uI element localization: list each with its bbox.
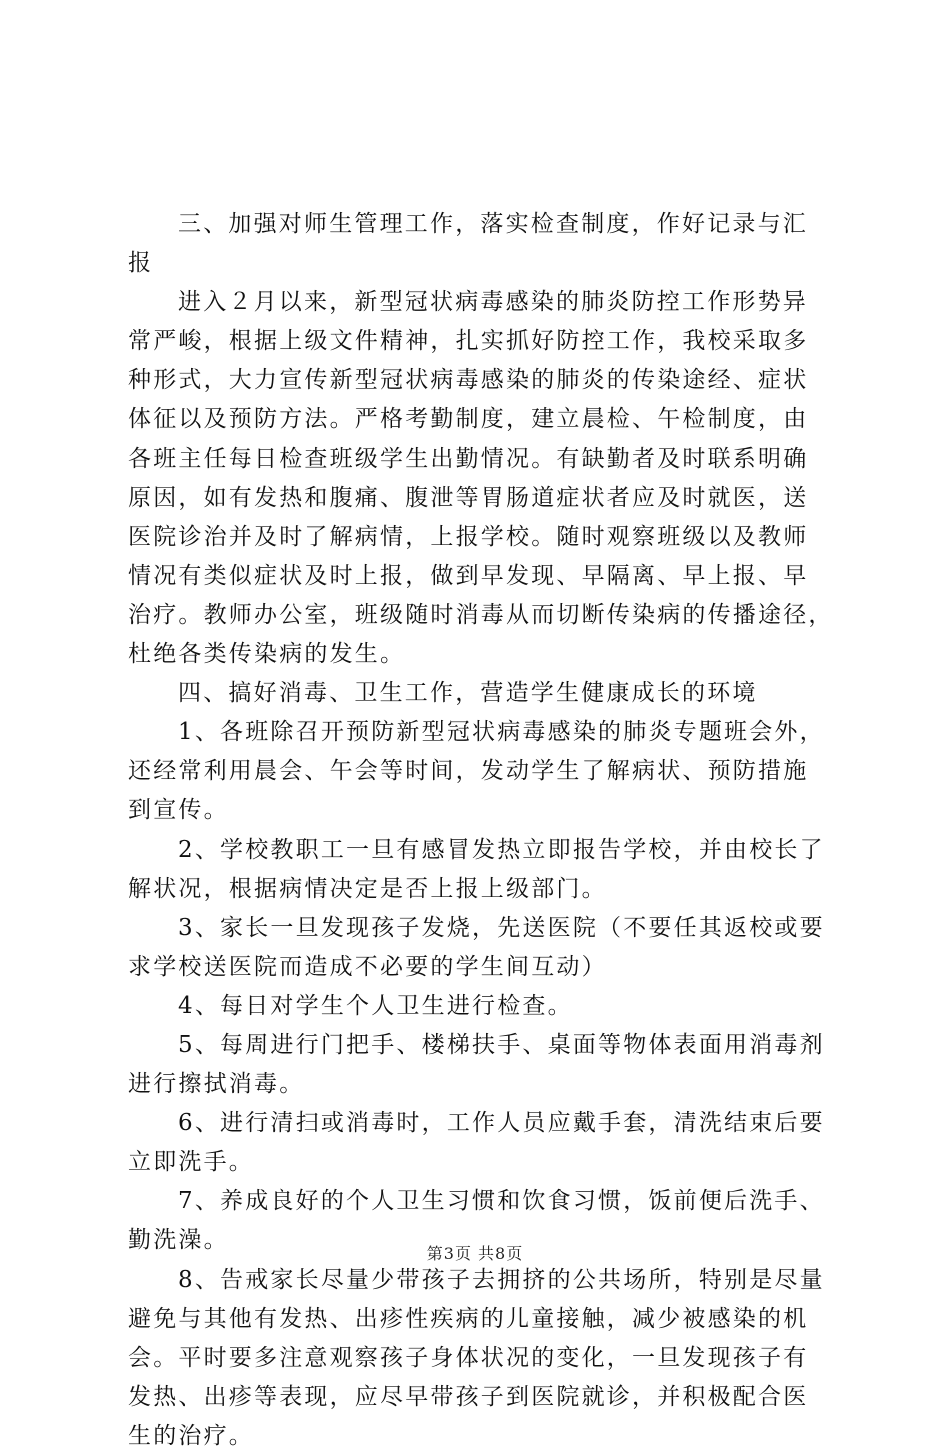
list-item-line: 5、每周进行门把手、楼梯扶手、桌面等物体表面用消毒剂 [178,1031,825,1058]
list-item-line: 8、告戒家长尽量少带孩子去拥挤的公共场所，特别是尽量 [178,1266,825,1293]
list-item-line: 生的治疗。 [128,1422,254,1449]
paragraph-line: 医院诊治并及时了解病情，上报学校。随时观察班级以及教师 [128,523,809,550]
document-body [128,205,834,1456]
list-item-line: 避免与其他有发热、出疹性疾病的儿童接触，减少被感染的机 [128,1305,809,1332]
list-item-line: 会。平时要多注意观察孩子身体状况的变化，一旦发现孩子有 [128,1344,809,1371]
list-item-line: 6、进行清扫或消毒时，工作人员应戴手套，清洗结束后要 [178,1110,825,1137]
list-item-line: 求学校送医院而造成不必要的学生间互动） [128,953,607,980]
list-item-line: 2、学校教职工一旦有感冒发热立即报告学校，并由校长了 [178,836,825,863]
list-item-line: 解状况，根据病情决定是否上报上级部门。 [128,875,607,902]
paragraph-line: 治疗。教师办公室，班级随时消毒从而切断传染病的传播途径， [128,601,834,628]
list-item-line: 还经常利用晨会、午会等时间，发动学生了解病状、预防措施 [128,758,809,785]
list-item-line: 1、各班除召开预防新型冠状病毒感染的肺炎专题班会外， [178,719,825,746]
paragraph-line: 各班主任每日检查班级学生出勤情况。有缺勤者及时联系明确 [128,445,809,472]
list-item-line: 进行擦拭消毒。 [128,1071,305,1098]
section-heading-4: 四、搞好消毒、卫生工作，营造学生健康成长的环境 [178,680,758,707]
section-heading-3-cont: 报 [128,250,154,277]
paragraph-line: 杜绝各类传染病的发生。 [128,641,406,668]
list-item-line: 勤洗澡。 [128,1227,229,1254]
list-item-line: 到宣传。 [128,797,229,824]
list-item-line: 立即洗手。 [128,1149,254,1176]
list-item-line: 发热、出疹等表现，应尽早带孩子到医院就诊，并积极配合医 [128,1383,809,1410]
paragraph-line: 种形式，大力宣传新型冠状病毒感染的肺炎的传染途经、症状 [128,367,809,394]
paragraph-line: 原因，如有发热和腹痛、腹泄等胃肠道症状者应及时就医，送 [128,484,809,511]
paragraph-line: 体征以及预防方法。严格考勤制度，建立晨检、午检制度，由 [128,406,809,433]
list-item-line: 4、每日对学生个人卫生进行检查。 [178,992,573,1019]
page-number-footer: 第3页 共8页 [426,1244,524,1263]
section-heading-3: 三、加强对师生管理工作，落实检查制度，作好记录与汇 [178,211,808,237]
paragraph-line: 常严峻，根据上级文件精神，扎实抓好防控工作，我校采取多 [128,328,809,355]
paragraph-line: 情况有类似症状及时上报，做到早发现、早隔离、早上报、早 [128,562,809,589]
list-item-line: 3、家长一旦发现孩子发烧，先送医院（不要任其返校或要 [178,914,825,941]
paragraph-line: 进入２月以来，新型冠状病毒感染的肺炎防控工作形势异 [178,289,808,316]
list-item-line: 7、养成良好的个人卫生习惯和饮食习惯，饭前便后洗手、 [178,1188,825,1215]
